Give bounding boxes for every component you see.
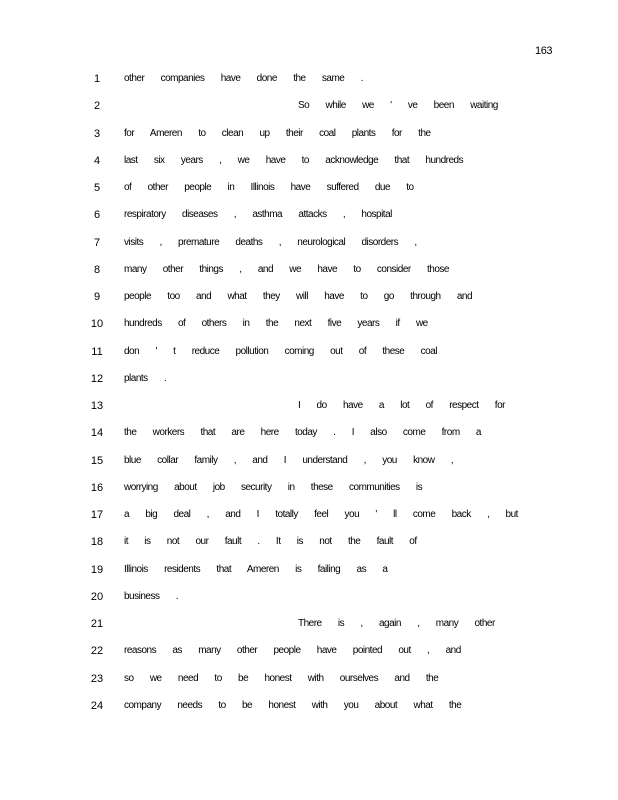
transcript-line bbox=[0, 345, 618, 372]
line-number: 20 bbox=[90, 590, 104, 603]
transcript-line bbox=[0, 372, 618, 399]
transcript-line bbox=[0, 72, 618, 99]
transcript-line bbox=[0, 236, 618, 263]
transcript-line bbox=[0, 399, 618, 426]
line-number: 9 bbox=[93, 291, 101, 303]
line-number: 12 bbox=[90, 372, 104, 385]
transcript-line bbox=[0, 535, 618, 562]
line-number: 17 bbox=[90, 509, 104, 521]
transcript-line bbox=[0, 208, 618, 235]
line-number: 24 bbox=[90, 699, 104, 712]
line-text: people too and what they will have to go through and bbox=[124, 291, 473, 302]
transcript-line bbox=[0, 426, 618, 453]
line-text: I do have a lot of respect for bbox=[298, 400, 505, 411]
transcript-line bbox=[0, 590, 618, 617]
line-number: 19 bbox=[90, 563, 104, 576]
line-text: company needs to be honest with you about what the bbox=[124, 699, 462, 711]
line-text: blue collar family , and I understand , you know , bbox=[124, 454, 454, 466]
transcript-line bbox=[0, 454, 618, 481]
line-number: 1 bbox=[93, 73, 101, 85]
line-number: 6 bbox=[93, 209, 101, 222]
transcript-line bbox=[0, 672, 618, 699]
transcript-line bbox=[0, 644, 618, 671]
line-number: 14 bbox=[90, 427, 104, 440]
transcript-line bbox=[0, 617, 618, 644]
line-text: for Ameren to clean up their coal plants for the bbox=[124, 127, 431, 139]
line-text: business . bbox=[124, 590, 179, 602]
transcript-line bbox=[0, 290, 618, 317]
line-number: 4 bbox=[93, 154, 101, 167]
line-number: 2 bbox=[93, 100, 101, 113]
line-text: other companies have done the same . bbox=[124, 73, 363, 84]
transcript-line bbox=[0, 563, 618, 590]
line-number: 22 bbox=[90, 645, 104, 658]
line-text: last six years , we have to acknowledge that hundreds bbox=[124, 154, 464, 166]
line-text: There is , again , many other bbox=[298, 618, 495, 629]
line-text: So while we ' ve been waiting bbox=[298, 100, 498, 112]
line-text: worrying about job security in these communities is bbox=[124, 481, 423, 493]
line-text: plants . bbox=[124, 372, 167, 384]
line-number: 5 bbox=[93, 182, 101, 194]
transcript-line bbox=[0, 127, 618, 154]
line-text: don ' t reduce pollution coming out of these coal bbox=[124, 345, 437, 357]
line-number: 11 bbox=[91, 345, 103, 358]
line-number: 18 bbox=[90, 536, 104, 549]
line-text: many other things , and we have to consider those bbox=[124, 263, 449, 275]
line-text: it is not our fault . It is not the fault of bbox=[124, 536, 417, 548]
page-number: 163 bbox=[535, 45, 553, 57]
line-number: 7 bbox=[93, 236, 101, 249]
line-text: Illinois residents that Ameren is failing as a bbox=[124, 563, 388, 575]
transcript-line bbox=[0, 481, 618, 508]
line-text: of other people in Illinois have suffered due to bbox=[124, 182, 414, 193]
line-text: hundreds of others in the next five years if we bbox=[124, 318, 428, 330]
line-text: a big deal , and I totally feel you ' ll come back , but bbox=[124, 509, 518, 520]
line-number: 16 bbox=[90, 481, 104, 494]
line-number: 15 bbox=[90, 454, 104, 467]
line-number: 21 bbox=[90, 618, 104, 630]
transcript-line bbox=[0, 181, 618, 208]
transcript-line bbox=[0, 508, 618, 535]
line-text: visits , premature deaths , neurological disorders , bbox=[124, 236, 417, 248]
line-number: 3 bbox=[93, 127, 101, 140]
transcript-line bbox=[0, 699, 618, 726]
line-text: so we need to be honest with ourselves and the bbox=[124, 672, 439, 684]
transcript-line bbox=[0, 154, 618, 181]
line-number: 10 bbox=[90, 318, 104, 331]
line-text: respiratory diseases , asthma attacks , hospital bbox=[124, 209, 392, 221]
transcript-lines bbox=[0, 72, 618, 726]
transcript-line bbox=[0, 99, 618, 126]
line-text: reasons as many other people have pointed out , and bbox=[124, 645, 461, 657]
transcript-line bbox=[0, 317, 618, 344]
line-number: 8 bbox=[93, 263, 101, 276]
transcript-line bbox=[0, 263, 618, 290]
line-number: 23 bbox=[90, 672, 104, 685]
line-number: 13 bbox=[90, 400, 104, 412]
line-text: the workers that are here today . I also come from a bbox=[124, 427, 481, 439]
